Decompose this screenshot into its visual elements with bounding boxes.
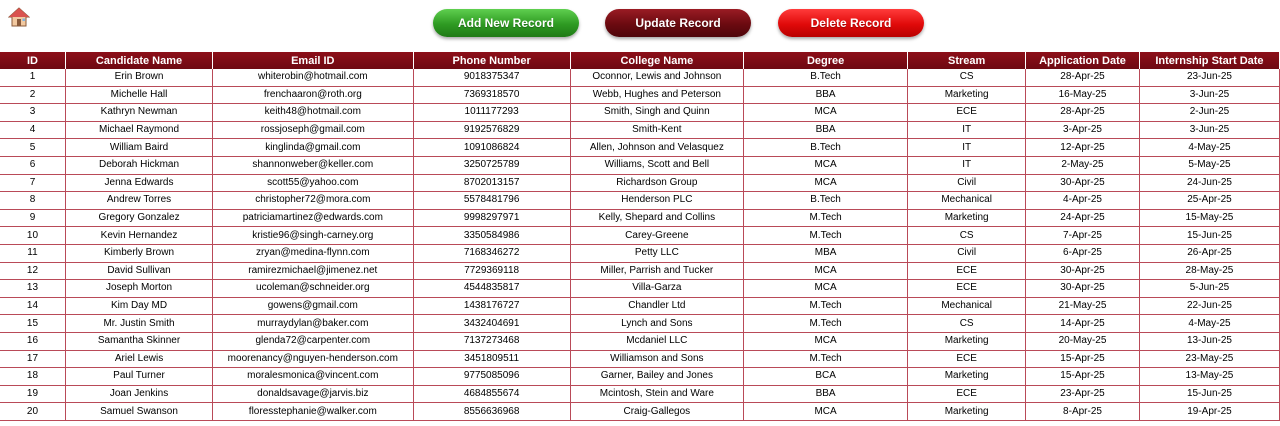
table-cell[interactable]: patriciamartinez@edwards.com (213, 209, 413, 227)
table-cell[interactable]: Joseph Morton (65, 280, 212, 298)
table-row[interactable] (0, 244, 1280, 262)
table-cell[interactable]: CS (908, 315, 1026, 333)
home-icon[interactable] (8, 7, 30, 27)
table-cell[interactable]: murraydylan@baker.com (213, 315, 413, 333)
table-cell[interactable]: Michelle Hall (65, 86, 212, 104)
table-cell[interactable]: MBA (743, 244, 907, 262)
table-cell[interactable]: 15-May-25 (1139, 209, 1279, 227)
table-cell[interactable]: Miller, Parrish and Tucker (570, 262, 743, 280)
table-cell[interactable]: Carey-Greene (570, 227, 743, 245)
table-cell[interactable]: 14-Apr-25 (1026, 315, 1140, 333)
table-cell[interactable]: MCA (743, 174, 907, 192)
table-cell[interactable]: CS (908, 227, 1026, 245)
table-row[interactable] (0, 385, 1280, 403)
table-cell[interactable]: Michael Raymond (65, 121, 212, 139)
table-cell[interactable]: 18 (0, 368, 65, 386)
table-cell[interactable]: christopher72@mora.com (213, 192, 413, 210)
table-cell[interactable]: Kim Day MD (65, 297, 212, 315)
table-cell[interactable]: 9775085096 (413, 368, 570, 386)
table-cell[interactable]: Webb, Hughes and Peterson (570, 86, 743, 104)
table-cell[interactable]: shannonweber@keller.com (213, 156, 413, 174)
table-cell[interactable]: 3250725789 (413, 156, 570, 174)
table-cell[interactable]: Mcintosh, Stein and Ware (570, 385, 743, 403)
table-cell[interactable]: 2-May-25 (1026, 156, 1140, 174)
table-cell[interactable]: 1438176727 (413, 297, 570, 315)
table-cell[interactable]: 13-Jun-25 (1139, 332, 1279, 350)
records-table (0, 52, 1280, 421)
table-cell[interactable]: M.Tech (743, 350, 907, 368)
table-cell[interactable]: Kevin Hernandez (65, 227, 212, 245)
table-cell[interactable]: IT (908, 156, 1026, 174)
table-cell[interactable]: 30-Apr-25 (1026, 174, 1140, 192)
table-cell[interactable]: 8556636968 (413, 403, 570, 421)
table-cell[interactable]: ECE (908, 104, 1026, 122)
table-cell[interactable]: Richardson Group (570, 174, 743, 192)
table-row[interactable] (0, 69, 1280, 86)
table-cell[interactable]: Joan Jenkins (65, 385, 212, 403)
table-cell[interactable]: 30-Apr-25 (1026, 262, 1140, 280)
table-cell[interactable]: Jenna Edwards (65, 174, 212, 192)
table-cell[interactable]: Andrew Torres (65, 192, 212, 210)
table-cell[interactable]: Marketing (908, 86, 1026, 104)
table-cell[interactable]: IT (908, 121, 1026, 139)
table-cell[interactable]: 7369318570 (413, 86, 570, 104)
table-cell[interactable]: 3350584986 (413, 227, 570, 245)
table-cell[interactable]: 4544835817 (413, 280, 570, 298)
toolbar (0, 0, 1280, 52)
table-cell[interactable]: 28-Apr-25 (1026, 69, 1140, 86)
table-cell[interactable]: Allen, Johnson and Velasquez (570, 139, 743, 157)
table-cell[interactable]: Mcdaniel LLC (570, 332, 743, 350)
table-cell[interactable]: MCA (743, 403, 907, 421)
table-cell[interactable]: Kelly, Shepard and Collins (570, 209, 743, 227)
table-cell[interactable]: BBA (743, 86, 907, 104)
table-cell[interactable]: 11 (0, 244, 65, 262)
table-cell[interactable]: 19 (0, 385, 65, 403)
table-row[interactable] (0, 368, 1280, 386)
table-cell[interactable]: 3 (0, 104, 65, 122)
table-row[interactable] (0, 227, 1280, 245)
table-cell[interactable]: 5 (0, 139, 65, 157)
table-row[interactable] (0, 86, 1280, 104)
table-cell[interactable]: 28-May-25 (1139, 262, 1279, 280)
table-cell[interactable]: 4-May-25 (1139, 139, 1279, 157)
table-cell[interactable]: M.Tech (743, 227, 907, 245)
table-cell[interactable]: ECE (908, 385, 1026, 403)
table-cell[interactable]: David Sullivan (65, 262, 212, 280)
table-row[interactable] (0, 350, 1280, 368)
table-cell[interactable]: 23-Jun-25 (1139, 69, 1279, 86)
table-cell[interactable]: ECE (908, 280, 1026, 298)
table-cell[interactable]: 8 (0, 192, 65, 210)
table-cell[interactable]: MCA (743, 280, 907, 298)
table-cell[interactable]: 28-Apr-25 (1026, 104, 1140, 122)
table-cell[interactable]: 3-Apr-25 (1026, 121, 1140, 139)
table-cell[interactable]: ECE (908, 262, 1026, 280)
table-cell[interactable]: MCA (743, 262, 907, 280)
table-row[interactable] (0, 174, 1280, 192)
table-cell[interactable]: 3-Jun-25 (1139, 86, 1279, 104)
table-cell[interactable]: rossjoseph@gmail.com (213, 121, 413, 139)
table-cell[interactable]: 6 (0, 156, 65, 174)
table-cell[interactable]: BBA (743, 121, 907, 139)
table-cell[interactable]: 5-Jun-25 (1139, 280, 1279, 298)
table-cell[interactable]: 22-Jun-25 (1139, 297, 1279, 315)
column-header[interactable]: Candidate Name (65, 52, 212, 69)
table-cell[interactable]: Oconnor, Lewis and Johnson (570, 69, 743, 86)
table-cell[interactable]: 4-May-25 (1139, 315, 1279, 333)
column-header[interactable]: ID (0, 52, 65, 69)
table-cell[interactable]: 6-Apr-25 (1026, 244, 1140, 262)
table-cell[interactable]: MCA (743, 156, 907, 174)
table-cell[interactable]: 24-Jun-25 (1139, 174, 1279, 192)
update-record-button[interactable]: Update Record (605, 9, 751, 37)
table-cell[interactable]: 19-Apr-25 (1139, 403, 1279, 421)
table-cell[interactable]: B.Tech (743, 69, 907, 86)
column-header[interactable]: Phone Number (413, 52, 570, 69)
table-cell[interactable]: keith48@hotmail.com (213, 104, 413, 122)
table-cell[interactable]: 8-Apr-25 (1026, 403, 1140, 421)
table-cell[interactable]: 8702013157 (413, 174, 570, 192)
table-row[interactable] (0, 139, 1280, 157)
table-cell[interactable]: kristie96@singh-carney.org (213, 227, 413, 245)
table-cell[interactable]: B.Tech (743, 192, 907, 210)
table-cell[interactable]: 14 (0, 297, 65, 315)
table-cell[interactable]: 13 (0, 280, 65, 298)
table-cell[interactable]: Craig-Gallegos (570, 403, 743, 421)
table-cell[interactable]: zryan@medina-flynn.com (213, 244, 413, 262)
table-cell[interactable]: 12-Apr-25 (1026, 139, 1140, 157)
table-cell[interactable]: Petty LLC (570, 244, 743, 262)
table-cell[interactable]: 4 (0, 121, 65, 139)
table-cell[interactable]: Marketing (908, 368, 1026, 386)
table-cell[interactable]: frenchaaron@roth.org (213, 86, 413, 104)
table-cell[interactable]: M.Tech (743, 297, 907, 315)
table-cell[interactable]: Chandler Ltd (570, 297, 743, 315)
table-cell[interactable]: Garner, Bailey and Jones (570, 368, 743, 386)
table-cell[interactable]: glenda72@carpenter.com (213, 332, 413, 350)
table-cell[interactable]: Civil (908, 244, 1026, 262)
table-cell[interactable]: Samuel Swanson (65, 403, 212, 421)
table-cell[interactable]: 7-Apr-25 (1026, 227, 1140, 245)
table-cell[interactable]: 15-Apr-25 (1026, 368, 1140, 386)
table-cell[interactable]: ucoleman@schneider.org (213, 280, 413, 298)
table-cell[interactable]: Marketing (908, 403, 1026, 421)
table-row[interactable] (0, 192, 1280, 210)
table-cell[interactable]: 20-May-25 (1026, 332, 1140, 350)
table-cell[interactable]: Ariel Lewis (65, 350, 212, 368)
delete-record-button[interactable]: Delete Record (778, 9, 924, 37)
column-header[interactable]: Internship Start Date (1139, 52, 1279, 69)
table-cell[interactable]: 9998297971 (413, 209, 570, 227)
table-cell[interactable]: MCA (743, 332, 907, 350)
table-cell[interactable]: 15-Jun-25 (1139, 227, 1279, 245)
table-cell[interactable]: 7729369118 (413, 262, 570, 280)
table-cell[interactable]: Villa-Garza (570, 280, 743, 298)
table-cell[interactable]: 15-Jun-25 (1139, 385, 1279, 403)
table-cell[interactable]: Paul Turner (65, 368, 212, 386)
table-cell[interactable]: 7 (0, 174, 65, 192)
table-row[interactable] (0, 104, 1280, 122)
column-header[interactable]: Email ID (213, 52, 413, 69)
table-cell[interactable]: moorenancy@nguyen-henderson.com (213, 350, 413, 368)
table-cell[interactable]: B.Tech (743, 139, 907, 157)
table-cell[interactable]: M.Tech (743, 209, 907, 227)
table-cell[interactable]: Marketing (908, 332, 1026, 350)
table-cell[interactable]: MCA (743, 104, 907, 122)
table-header-row (0, 52, 1280, 69)
table-cell[interactable]: ramirezmichael@jimenez.net (213, 262, 413, 280)
table-row[interactable] (0, 156, 1280, 174)
table-cell[interactable]: 15-Apr-25 (1026, 350, 1140, 368)
table-cell[interactable]: 7137273468 (413, 332, 570, 350)
column-header[interactable]: Degree (743, 52, 907, 69)
table-cell[interactable]: Marketing (908, 209, 1026, 227)
column-header[interactable]: Stream (908, 52, 1026, 69)
table-cell[interactable]: Henderson PLC (570, 192, 743, 210)
table-row[interactable] (0, 297, 1280, 315)
table-row[interactable] (0, 315, 1280, 333)
table-cell[interactable]: 23-Apr-25 (1026, 385, 1140, 403)
table-cell[interactable]: gowens@gmail.com (213, 297, 413, 315)
column-header[interactable]: College Name (570, 52, 743, 69)
records-table-container (0, 52, 1280, 421)
table-cell[interactable]: Samantha Skinner (65, 332, 212, 350)
table-cell[interactable]: 16 (0, 332, 65, 350)
table-cell[interactable]: 30-Apr-25 (1026, 280, 1140, 298)
table-cell[interactable]: scott55@yahoo.com (213, 174, 413, 192)
table-cell[interactable]: kinglinda@gmail.com (213, 139, 413, 157)
table-cell[interactable]: 23-May-25 (1139, 350, 1279, 368)
table-cell[interactable]: 3432404691 (413, 315, 570, 333)
table-cell[interactable]: 5578481796 (413, 192, 570, 210)
table-cell[interactable]: Gregory Gonzalez (65, 209, 212, 227)
table-cell[interactable]: 9192576829 (413, 121, 570, 139)
table-cell[interactable]: Lynch and Sons (570, 315, 743, 333)
table-cell[interactable]: Smith-Kent (570, 121, 743, 139)
table-cell[interactable]: 4-Apr-25 (1026, 192, 1140, 210)
table-cell[interactable]: 2-Jun-25 (1139, 104, 1279, 122)
table-cell[interactable]: 26-Apr-25 (1139, 244, 1279, 262)
table-cell[interactable]: 1 (0, 69, 65, 86)
table-cell[interactable]: donaldsavage@jarvis.biz (213, 385, 413, 403)
table-cell[interactable]: 24-Apr-25 (1026, 209, 1140, 227)
table-row[interactable] (0, 332, 1280, 350)
table-cell[interactable]: 7168346272 (413, 244, 570, 262)
table-cell[interactable]: ECE (908, 350, 1026, 368)
table-cell[interactable]: Williams, Scott and Bell (570, 156, 743, 174)
table-cell[interactable]: moralesmonica@vincent.com (213, 368, 413, 386)
table-cell[interactable]: 5-May-25 (1139, 156, 1279, 174)
table-cell[interactable]: Williamson and Sons (570, 350, 743, 368)
table-cell[interactable]: 2 (0, 86, 65, 104)
table-cell[interactable]: Deborah Hickman (65, 156, 212, 174)
table-cell[interactable]: Mechanical (908, 192, 1026, 210)
table-cell[interactable]: IT (908, 139, 1026, 157)
table-body (0, 69, 1280, 420)
table-cell[interactable]: whiterobin@hotmail.com (213, 69, 413, 86)
table-cell[interactable]: 20 (0, 403, 65, 421)
column-header[interactable]: Application Date (1026, 52, 1140, 69)
table-cell[interactable]: Mechanical (908, 297, 1026, 315)
table-cell[interactable]: 1011177293 (413, 104, 570, 122)
table-cell[interactable]: William Baird (65, 139, 212, 157)
table-cell[interactable]: Erin Brown (65, 69, 212, 86)
table-cell[interactable]: CS (908, 69, 1026, 86)
table-cell[interactable]: Kimberly Brown (65, 244, 212, 262)
table-cell[interactable]: 4684855674 (413, 385, 570, 403)
table-row[interactable] (0, 121, 1280, 139)
table-cell[interactable]: BBA (743, 385, 907, 403)
table-cell[interactable]: Mr. Justin Smith (65, 315, 212, 333)
table-cell[interactable]: 16-May-25 (1026, 86, 1140, 104)
table-cell[interactable]: 12 (0, 262, 65, 280)
table-cell[interactable]: 10 (0, 227, 65, 245)
table-row[interactable] (0, 403, 1280, 421)
table-row[interactable] (0, 209, 1280, 227)
table-cell[interactable]: Civil (908, 174, 1026, 192)
table-cell[interactable]: 9 (0, 209, 65, 227)
add-new-record-button[interactable]: Add New Record (433, 9, 579, 37)
table-cell[interactable]: 3-Jun-25 (1139, 121, 1279, 139)
table-cell[interactable]: 15 (0, 315, 65, 333)
table-cell[interactable]: 3451809511 (413, 350, 570, 368)
table-cell[interactable]: Smith, Singh and Quinn (570, 104, 743, 122)
table-cell[interactable]: Kathryn Newman (65, 104, 212, 122)
table-cell[interactable]: 1091086824 (413, 139, 570, 157)
table-cell[interactable]: 17 (0, 350, 65, 368)
table-cell[interactable]: 13-May-25 (1139, 368, 1279, 386)
table-row[interactable] (0, 280, 1280, 298)
table-cell[interactable]: M.Tech (743, 315, 907, 333)
table-cell[interactable]: floresstephanie@walker.com (213, 403, 413, 421)
table-cell[interactable]: 25-Apr-25 (1139, 192, 1279, 210)
table-cell[interactable]: BCA (743, 368, 907, 386)
table-cell[interactable]: 9018375347 (413, 69, 570, 86)
table-row[interactable] (0, 262, 1280, 280)
table-cell[interactable]: 21-May-25 (1026, 297, 1140, 315)
